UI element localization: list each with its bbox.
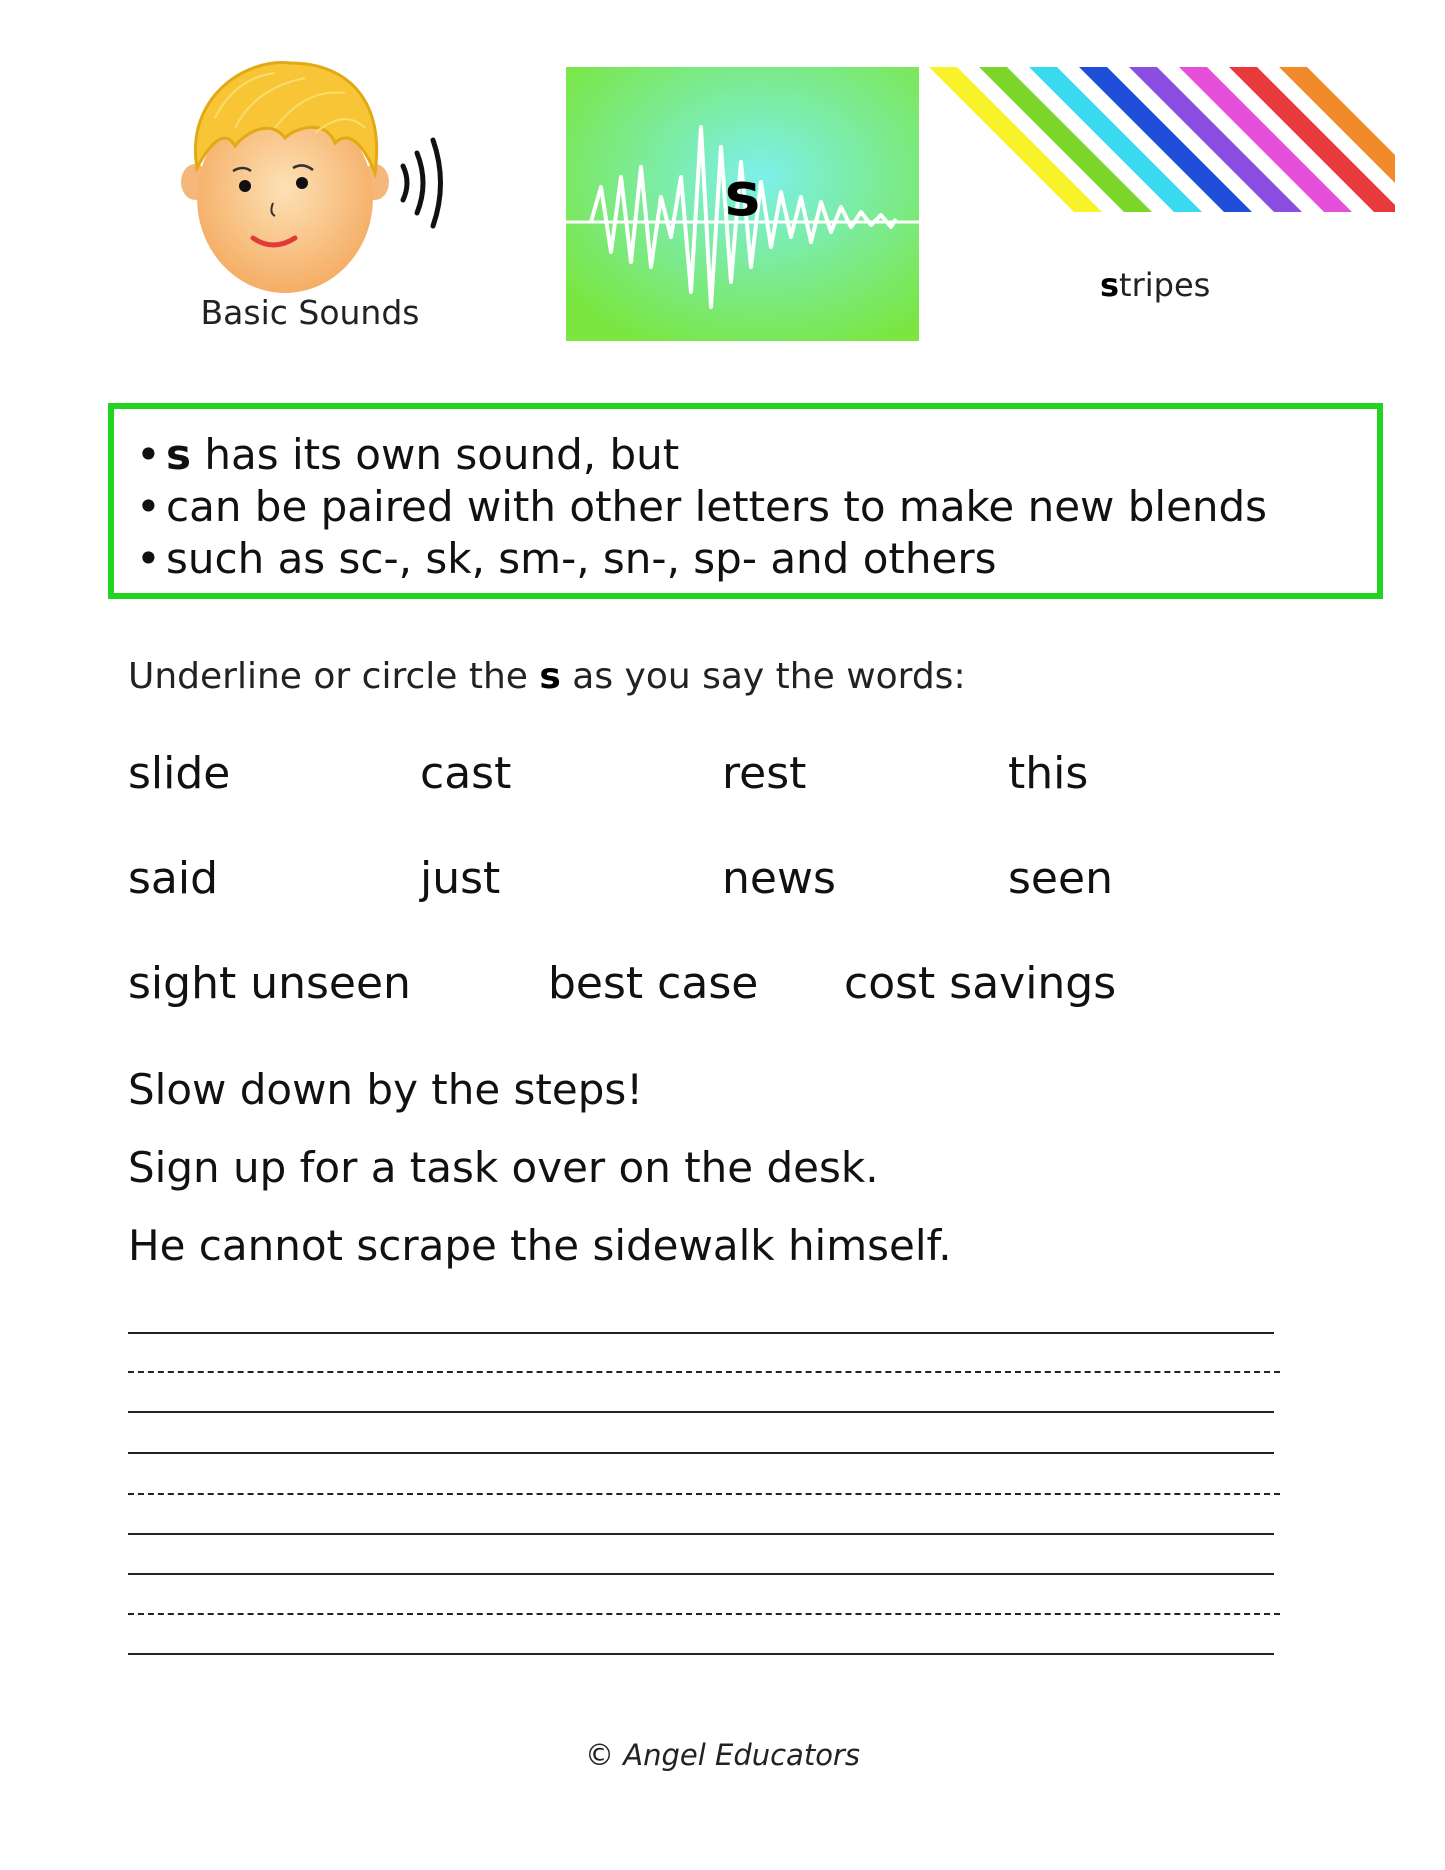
sound-letter: s bbox=[724, 160, 761, 230]
word-item: slide bbox=[128, 748, 231, 799]
info-line-2-text: can be paired with other letters to make new blends bbox=[166, 482, 1268, 531]
info-line-3 bbox=[136, 535, 996, 583]
word-item: seen bbox=[1008, 853, 1113, 904]
instruction-before: Underline or circle the bbox=[128, 656, 540, 697]
writing-line-dashed bbox=[128, 1613, 1280, 1615]
writing-line-solid bbox=[128, 1452, 1274, 1454]
word-item: best case bbox=[548, 958, 759, 1009]
word-item: just bbox=[420, 853, 501, 904]
word-item: sight unseen bbox=[128, 958, 411, 1009]
bullet: • bbox=[136, 430, 161, 479]
writing-line-dashed bbox=[128, 1371, 1280, 1373]
practice-sentence: Slow down by the steps! bbox=[128, 1065, 644, 1114]
stripes-illustration bbox=[919, 67, 1395, 212]
copyright-footer: © Angel Educators bbox=[585, 1738, 860, 1772]
practice-sentence: Sign up for a task over on the desk. bbox=[128, 1143, 879, 1192]
writing-line-solid bbox=[128, 1332, 1274, 1334]
stripes-caption-bold: s bbox=[1100, 266, 1120, 304]
info-line-2 bbox=[136, 483, 1267, 531]
sound-waves-icon bbox=[403, 140, 441, 226]
info-line-1-text: has its own sound, but bbox=[191, 430, 680, 479]
boy-listening-illustration bbox=[175, 58, 465, 298]
info-line-1-bold: s bbox=[166, 430, 191, 479]
word-item: this bbox=[1008, 748, 1089, 799]
word-item: news bbox=[722, 853, 836, 904]
word-item: rest bbox=[722, 748, 807, 799]
word-item: said bbox=[128, 853, 219, 904]
word-item: cost savings bbox=[844, 958, 1117, 1009]
boy-caption: Basic Sounds bbox=[200, 293, 420, 332]
instruction-after: as you say the words: bbox=[560, 656, 966, 697]
info-line-1 bbox=[136, 431, 679, 479]
practice-sentence: He cannot scrape the sidewalk himself. bbox=[128, 1221, 952, 1270]
word-item: cast bbox=[420, 748, 512, 799]
writing-line-solid bbox=[128, 1411, 1274, 1413]
writing-line-solid bbox=[128, 1533, 1274, 1535]
info-box bbox=[108, 403, 1383, 599]
writing-line-solid bbox=[128, 1653, 1274, 1655]
writing-line-solid bbox=[128, 1573, 1274, 1575]
info-line-3-text: such as sc-, sk, sm-, sn-, sp- and others bbox=[166, 534, 997, 583]
bullet: • bbox=[136, 482, 161, 531]
stripes-caption bbox=[1100, 266, 1210, 304]
writing-line-dashed bbox=[128, 1493, 1280, 1495]
bullet: • bbox=[136, 534, 161, 583]
instruction bbox=[128, 656, 966, 697]
stripes-caption-rest: tripes bbox=[1119, 266, 1211, 304]
instruction-bold: s bbox=[539, 656, 561, 697]
